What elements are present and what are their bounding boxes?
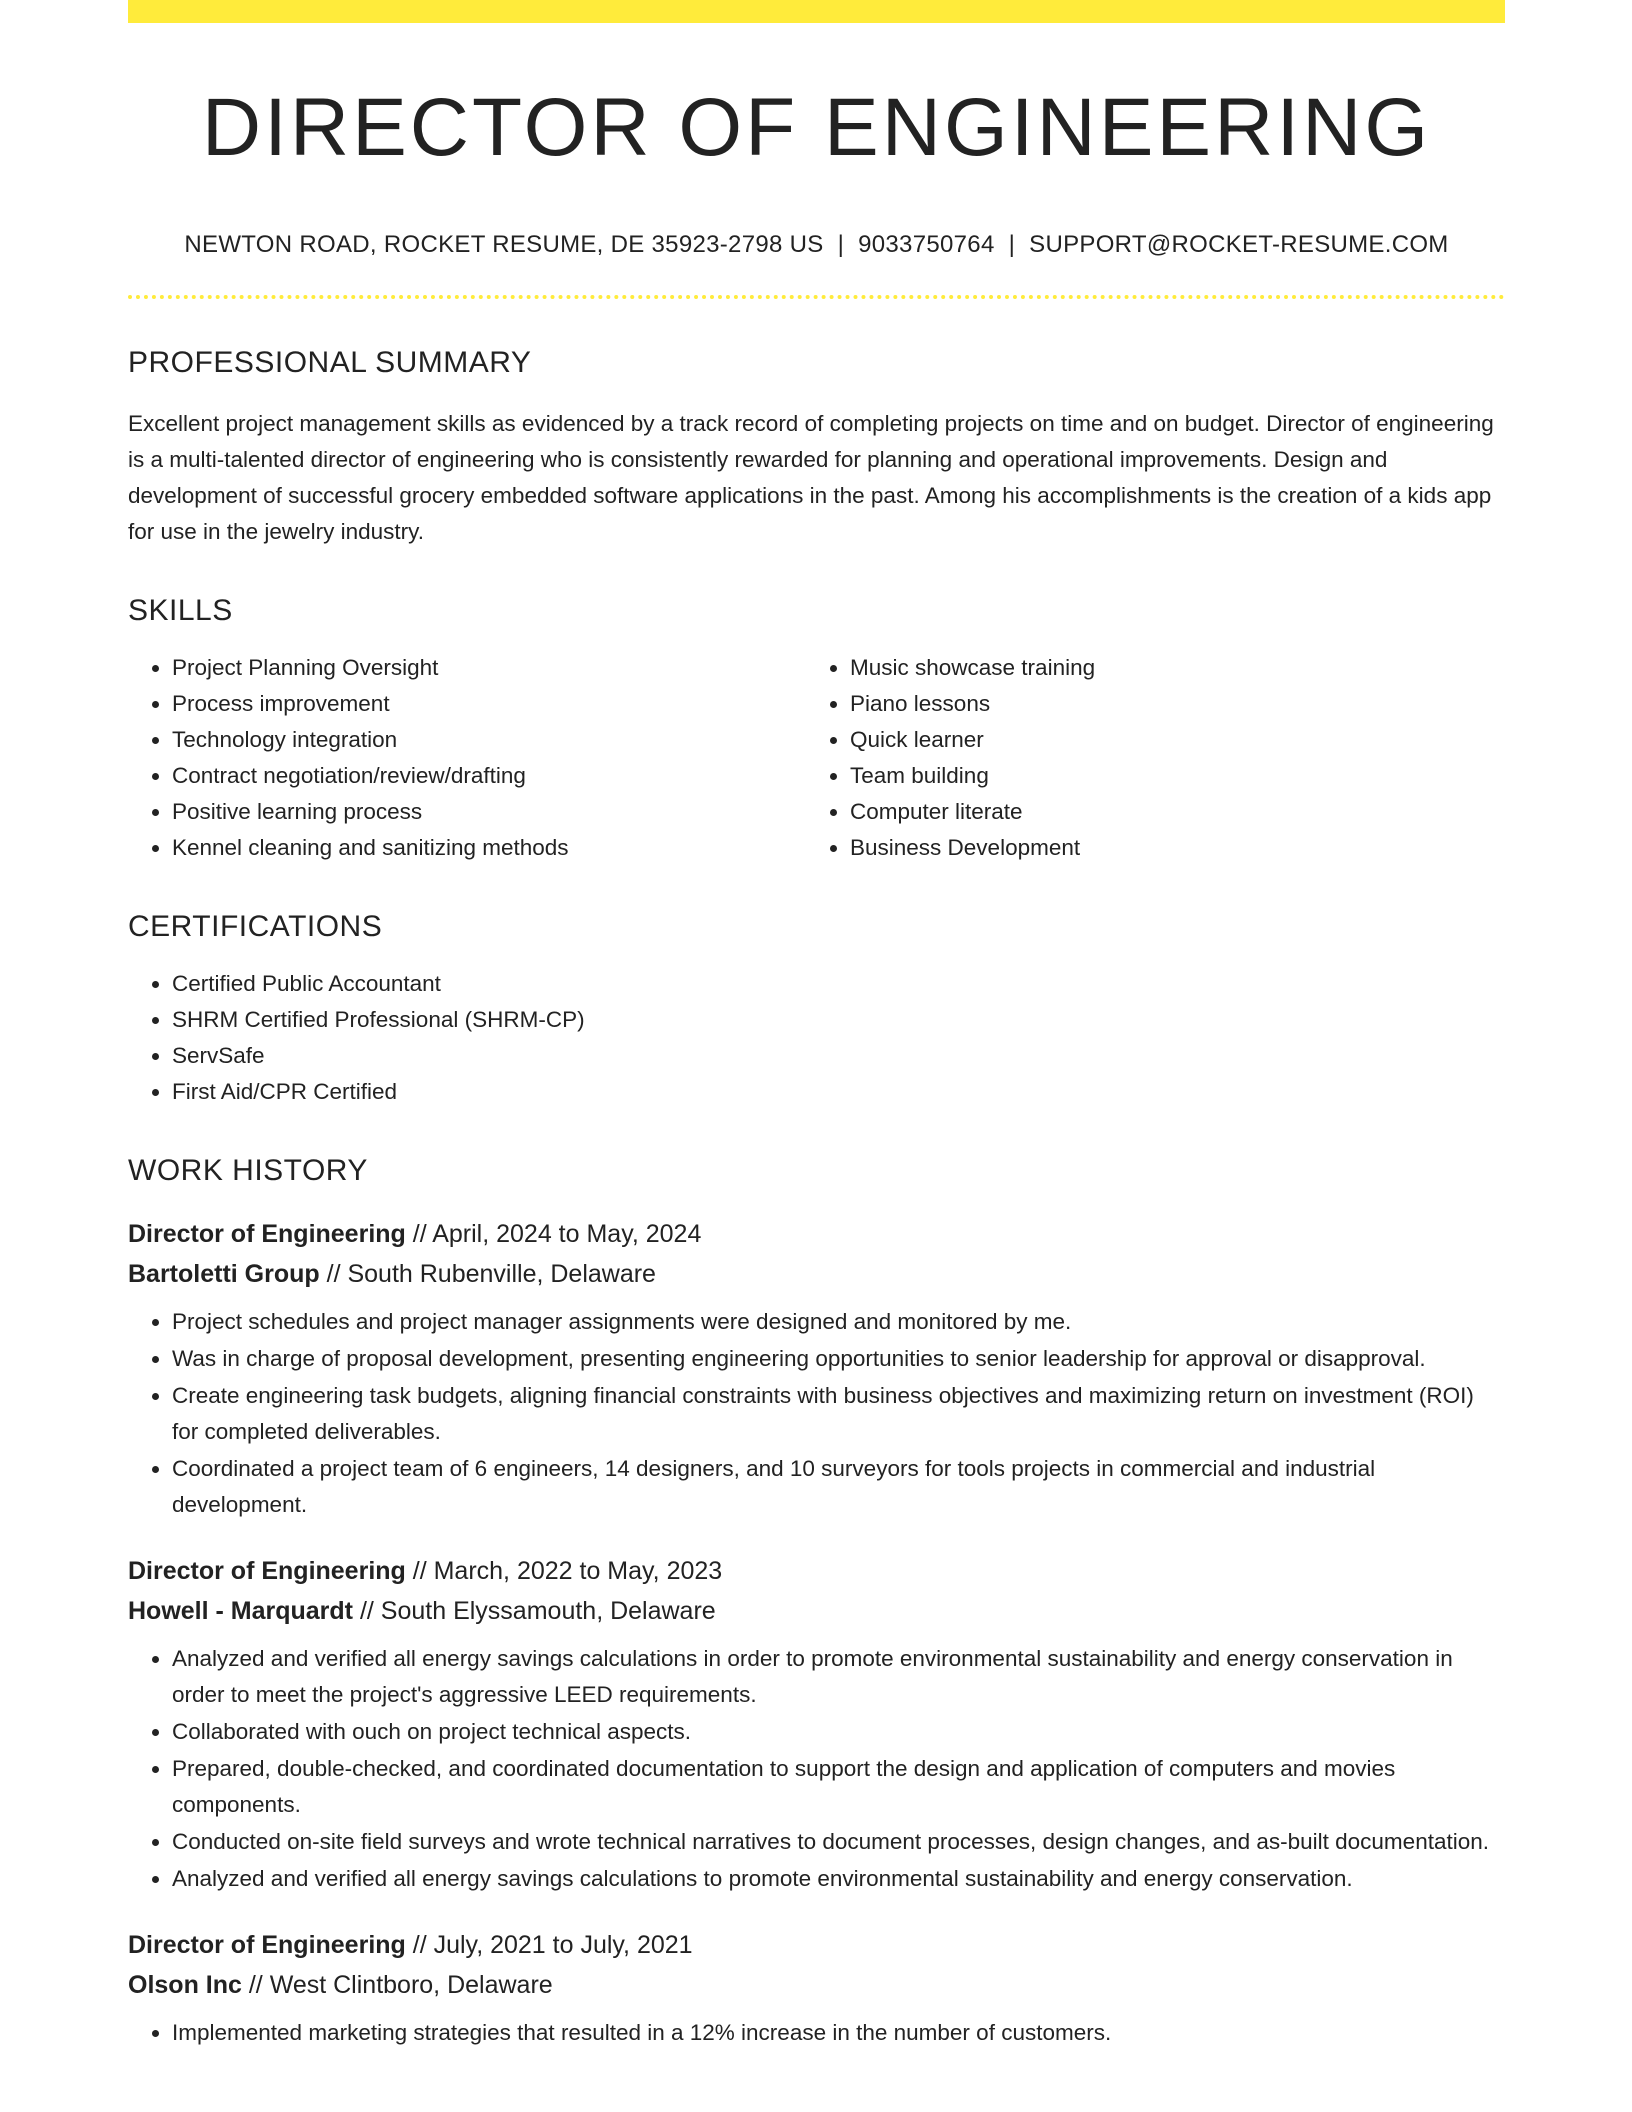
job-bullet: • Project schedules and project manager assignments were designed and monitored by me. bbox=[172, 1304, 1505, 1340]
skills-list-left bbox=[128, 650, 806, 866]
job-title-line bbox=[128, 1925, 1505, 1965]
job-company-line bbox=[128, 1254, 1505, 1294]
certifications-list bbox=[128, 966, 1505, 1110]
job-title: Director of Engineering bbox=[128, 1557, 406, 1586]
job-bullet: • Was in charge of proposal development, presenting engineering opportunities to senior leadership for approval or disapproval. bbox=[172, 1341, 1505, 1377]
skill-item: • Project Planning Oversight bbox=[172, 650, 806, 686]
job-company: Olson Inc bbox=[128, 1971, 242, 2000]
job-bullets bbox=[128, 1304, 1505, 1523]
skill-item: • Quick learner bbox=[850, 722, 1095, 758]
skill-item: • Technology integration bbox=[172, 722, 806, 758]
skill-item: • Team building bbox=[850, 758, 1095, 794]
contact-address: NEWTON ROAD, ROCKET RESUME, DE 35923-2798 US bbox=[184, 231, 824, 259]
job-company: Howell - Marquardt bbox=[128, 1597, 354, 1626]
certification-item: • ServSafe bbox=[172, 1038, 1505, 1074]
job-bullet: • Create engineering task budgets, aligning financial constraints with business objectives and maximizing return on investment (ROI) for completed deliverables. bbox=[172, 1378, 1505, 1450]
job-bullet: • Conducted on-site field surveys and wrote technical narratives to document processes, design changes, and as-built documentation. bbox=[172, 1824, 1505, 1860]
skill-item: • Positive learning process bbox=[172, 794, 806, 830]
job-title-line bbox=[128, 1214, 1505, 1254]
dotted-divider bbox=[128, 295, 1505, 299]
job-entry bbox=[128, 1214, 1505, 1523]
job-bullets bbox=[128, 1641, 1505, 1897]
job-bullet: • Analyzed and verified all energy savings calculations to promote environmental sustainability and energy conservation. bbox=[172, 1861, 1505, 1897]
job-bullet: • Prepared, double-checked, and coordinated documentation to support the design and application of computers and movies components. bbox=[172, 1751, 1505, 1823]
job-entry bbox=[128, 1925, 1505, 2051]
contact-line bbox=[128, 231, 1505, 259]
contact-phone: 9033750764 bbox=[858, 231, 995, 259]
skill-item: • Contract negotiation/review/drafting bbox=[172, 758, 806, 794]
job-bullet: • Implemented marketing strategies that resulted in a 12% increase in the number of customers. bbox=[172, 2015, 1505, 2051]
certifications-heading: CERTIFICATIONS bbox=[128, 910, 383, 944]
job-dates: // July, 2021 to July, 2021 bbox=[405, 1931, 693, 1960]
resume-page bbox=[128, 0, 1505, 2051]
resume-title: DIRECTOR OF ENGINEERING bbox=[201, 82, 1432, 173]
contact-email: SUPPORT@ROCKET-RESUME.COM bbox=[1029, 231, 1449, 259]
contact-separator: | bbox=[1008, 231, 1016, 259]
job-title-line bbox=[128, 1551, 1505, 1591]
job-location: // South Rubenville, Delaware bbox=[319, 1260, 656, 1289]
skill-item: • Piano lessons bbox=[850, 686, 1095, 722]
skill-item: • Process improvement bbox=[172, 686, 806, 722]
job-bullet: • Coordinated a project team of 6 engineers, 14 designers, and 10 surveyors for tools projects in commercial and industrial development. bbox=[172, 1451, 1505, 1523]
summary-heading: PROFESSIONAL SUMMARY bbox=[128, 346, 532, 380]
job-location: // South Elyssamouth, Delaware bbox=[353, 1597, 716, 1626]
job-bullets bbox=[128, 2015, 1505, 2051]
skill-item: • Music showcase training bbox=[850, 650, 1095, 686]
contact-separator: | bbox=[837, 231, 845, 259]
job-location: // West Clintboro, Delaware bbox=[241, 1971, 553, 2000]
job-entry bbox=[128, 1551, 1505, 1897]
job-title: Director of Engineering bbox=[128, 1220, 406, 1249]
skills-heading: SKILLS bbox=[128, 594, 233, 628]
skills-columns bbox=[128, 650, 1505, 866]
skills-list-right bbox=[806, 650, 1095, 866]
job-bullet: • Analyzed and verified all energy savings calculations in order to promote environmental sustainability and energy conservation in order to meet the project's aggressive LEED requirements. bbox=[172, 1641, 1505, 1713]
job-company-line bbox=[128, 1591, 1505, 1631]
job-title: Director of Engineering bbox=[128, 1931, 406, 1960]
certification-item: • Certified Public Accountant bbox=[172, 966, 1505, 1002]
job-company-line bbox=[128, 1965, 1505, 2005]
skill-item: • Computer literate bbox=[850, 794, 1095, 830]
job-bullet: • Collaborated with ouch on project technical aspects. bbox=[172, 1714, 1505, 1750]
job-dates: // March, 2022 to May, 2023 bbox=[405, 1557, 723, 1586]
job-dates: // April, 2024 to May, 2024 bbox=[405, 1220, 702, 1249]
skill-item: • Business Development bbox=[850, 830, 1095, 866]
summary-text: Excellent project management skills as evidenced by a track record of completing projects on time and on budget. Director of engineering is a multi-talented director of engineering who is consistently rewarded for planning and operational improvements. Design and development of successful grocery embedded software applications in the past. Among his accomplishments is the creation of a kids app for use in the jewelry industry. bbox=[128, 411, 1494, 545]
certification-item: • SHRM Certified Professional (SHRM-CP) bbox=[172, 1002, 1505, 1038]
skill-item: • Kennel cleaning and sanitizing methods bbox=[172, 830, 806, 866]
top-accent-bar bbox=[128, 0, 1505, 23]
certification-item: • First Aid/CPR Certified bbox=[172, 1074, 1505, 1110]
work-history-heading: WORK HISTORY bbox=[128, 1154, 368, 1188]
job-company: Bartoletti Group bbox=[128, 1260, 320, 1289]
